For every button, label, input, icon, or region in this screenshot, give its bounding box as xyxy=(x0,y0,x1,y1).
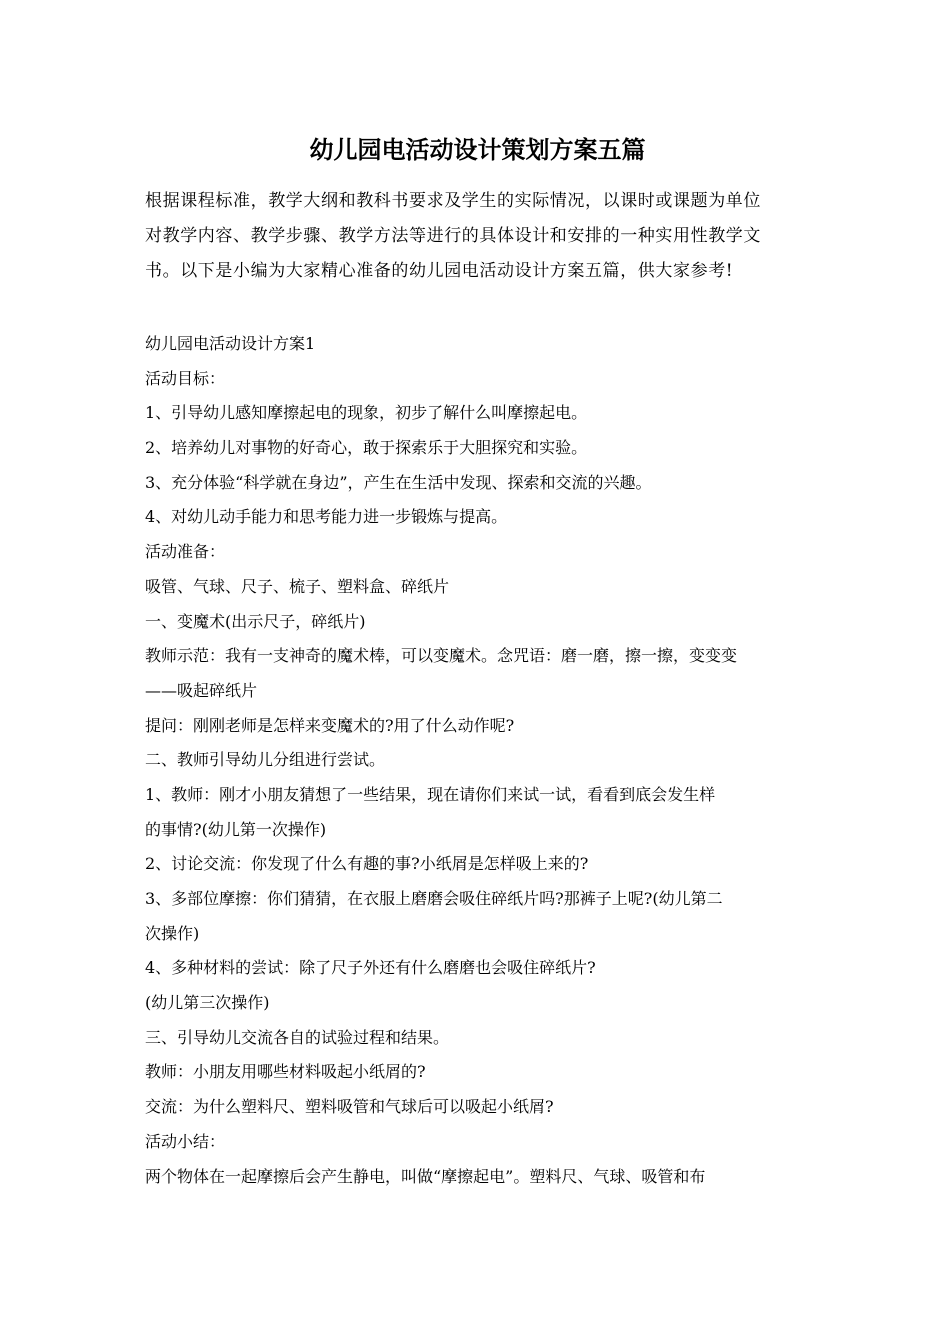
text-line: 活动小结： xyxy=(145,1131,226,1151)
text-line: 活动目标： xyxy=(145,368,226,388)
text-line: 1、引导幼儿感知摩擦起电的现象，初步了解什么叫摩擦起电。 xyxy=(145,403,588,423)
document-title: 幼儿园电活动设计策划方案五篇 xyxy=(309,135,646,164)
text-line: 的事情?(幼儿第一次操作) xyxy=(145,819,327,839)
text-line: 4、多种材料的尝试：除了尺子外还有什么磨磨也会吸住碎纸片? xyxy=(145,958,596,978)
text-line: 3、多部位摩擦：你们猜猜，在衣服上磨磨会吸住碎纸片吗?那裤子上呢?(幼儿第二 xyxy=(145,889,723,908)
text-line: 次操作) xyxy=(145,923,200,943)
intro-line: 对教学内容、教学步骤、教学方法等进行的具体设计和安排的一种实用性教学文 xyxy=(145,226,761,246)
text-line: 提问：刚刚老师是怎样来变魔术的?用了什么动作呢? xyxy=(145,715,515,735)
text-line: 活动准备： xyxy=(145,542,226,562)
text-line: 4、对幼儿动手能力和思考能力进一步锻炼与提高。 xyxy=(145,507,508,527)
text-line: 二、教师引导幼儿分组进行尝试。 xyxy=(145,750,386,770)
intro-line: 根据课程标准，教学大纲和教科书要求及学生的实际情况，以课时或课题为单位 xyxy=(145,191,761,211)
text-line: 2、讨论交流：你发现了什么有趣的事?小纸屑是怎样吸上来的? xyxy=(145,854,589,874)
text-line: (幼儿第三次操作) xyxy=(145,993,270,1013)
text-line: 一、变魔术(出示尺子，碎纸片) xyxy=(145,611,366,631)
intro-line: 书。以下是小编为大家精心准备的幼儿园电活动设计方案五篇，供大家参考! xyxy=(145,261,734,281)
text-line: 吸管、气球、尺子、梳子、塑料盒、碎纸片 xyxy=(145,576,450,596)
text-line: 三、引导幼儿交流各自的试验过程和结果。 xyxy=(145,1027,450,1047)
text-line: 2、培养幼儿对事物的好奇心，敢于探索乐于大胆探究和实验。 xyxy=(145,438,588,458)
text-line: 两个物体在一起摩擦后会产生静电，叫做“摩擦起电”。塑料尺、气球、吸管和布 xyxy=(145,1166,706,1186)
text-line: 1、教师：刚才小朋友猜想了一些结果，现在请你们来试一试，看看到底会发生样 xyxy=(145,784,716,804)
document-body xyxy=(145,327,810,1194)
text-line: ——吸起碎纸片 xyxy=(145,680,258,700)
text-line: 3、充分体验“科学就在身边”，产生在生活中发现、探索和交流的兴趣。 xyxy=(145,472,652,492)
text-line: 教师示范：我有一支神奇的魔术棒，可以变魔术。念咒语：磨一磨，擦一擦，变变变 xyxy=(145,646,738,666)
section-heading: 幼儿园电活动设计方案1 xyxy=(145,334,316,353)
text-line: 教师：小朋友用哪些材料吸起小纸屑的? xyxy=(145,1062,426,1082)
intro-paragraph xyxy=(145,184,810,289)
text-line: 交流：为什么塑料尺、塑料吸管和气球后可以吸起小纸屑? xyxy=(145,1097,554,1117)
